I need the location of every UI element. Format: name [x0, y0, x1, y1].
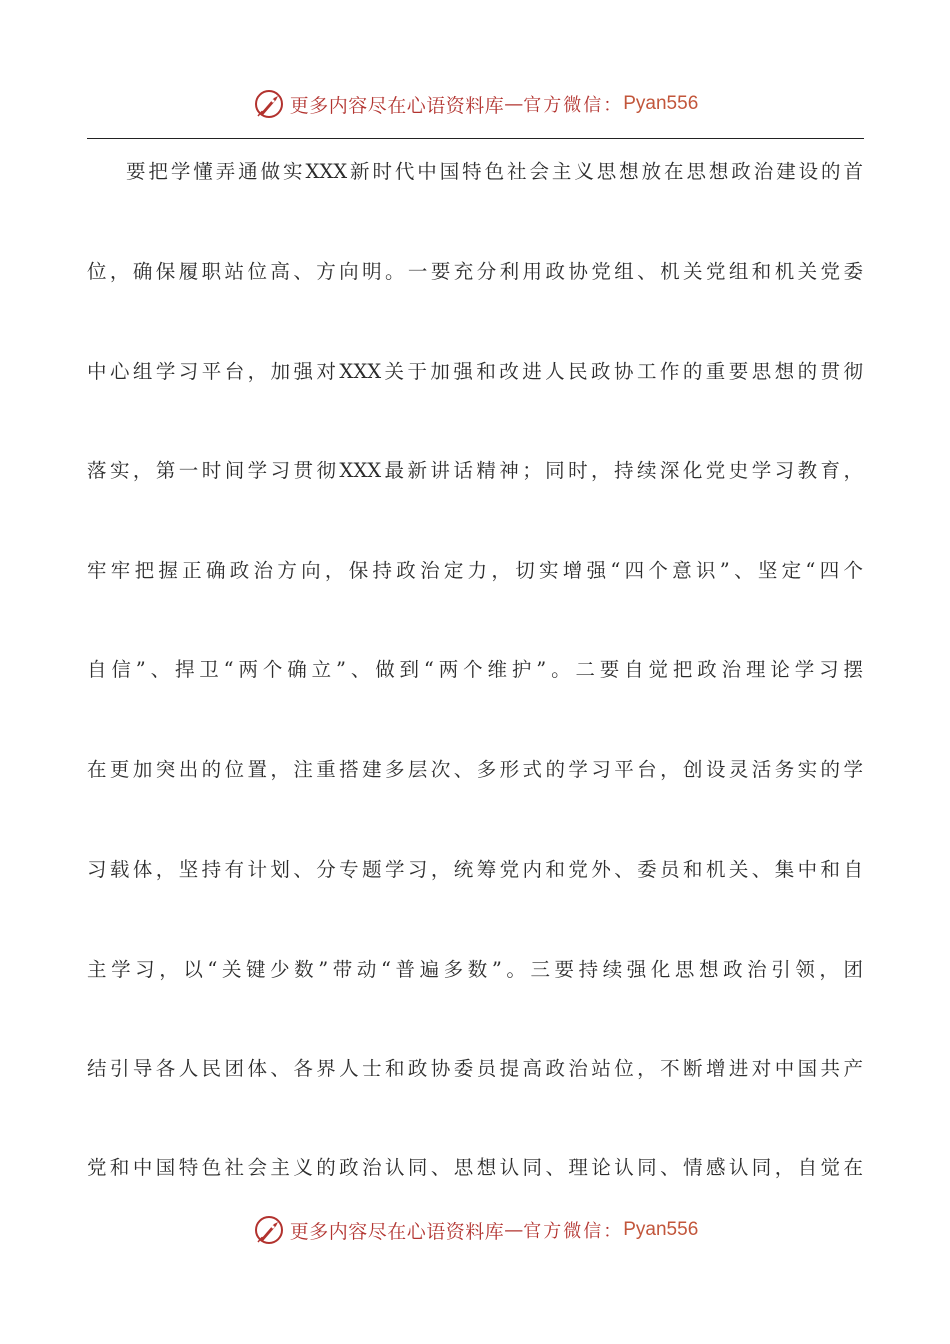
- footer-banner: [0, 1208, 950, 1252]
- header-banner: [0, 82, 950, 126]
- header-dash: —: [504, 93, 524, 115]
- footer-wechat-id: Pyan556: [623, 1219, 699, 1240]
- paragraph-line: 在更加突出的位置，注重搭建多层次、多形式的学习平台，创设灵活务实的学: [87, 758, 863, 781]
- footer-wechat-label: 官方微信：: [523, 1221, 624, 1242]
- paragraph-line: 主学习，以“关键少数”带动“普遍多数”。三要持续强化思想政治引领，团: [87, 958, 863, 981]
- paragraph-line: 落实，第一时间学习贯彻XXX最新讲话精神；同时，持续深化党史学习教育，: [87, 459, 863, 482]
- pen-nib-logo-icon: [252, 1213, 286, 1247]
- paragraph-line: 牢牢把握正确政治方向，保持政治定力，切实增强“四个意识”、坚定“四个: [87, 559, 863, 582]
- paragraph-line: 习载体，坚持有计划、分专题学习，统筹党内和党外、委员和机关、集中和自: [87, 858, 863, 881]
- header-divider: [87, 138, 864, 139]
- pen-nib-logo-icon: [252, 87, 286, 121]
- paragraph-line: 中心组学习平台，加强对XXX关于加强和改进人民政协工作的重要思想的贯彻: [87, 360, 863, 383]
- paragraph-line: 要把学懂弄通做实XXX新时代中国特色社会主义思想放在思想政治建设的首: [126, 160, 863, 183]
- footer-brand-text: 更多内容尽在心语资料库: [289, 1220, 505, 1243]
- paragraph-line: 党和中国特色社会主义的政治认同、思想认同、理论认同、情感认同，自觉在: [87, 1156, 863, 1179]
- paragraph-line: 结引导各人民团体、各界人士和政协委员提高政治站位，不断增进对中国共产: [87, 1057, 863, 1080]
- header-wechat-id: Pyan556: [623, 93, 699, 114]
- paragraph-line: 位，确保履职站位高、方向明。一要充分利用政协党组、机关党组和机关党委: [87, 260, 863, 283]
- paragraph-line: 自信”、捍卫“两个确立”、做到“两个维护”。二要自觉把政治理论学习摆: [87, 658, 863, 681]
- header-brand-text: 更多内容尽在心语资料库: [289, 94, 505, 117]
- header-wechat-label: 官方微信：: [523, 95, 624, 116]
- footer-dash: —: [504, 1219, 524, 1241]
